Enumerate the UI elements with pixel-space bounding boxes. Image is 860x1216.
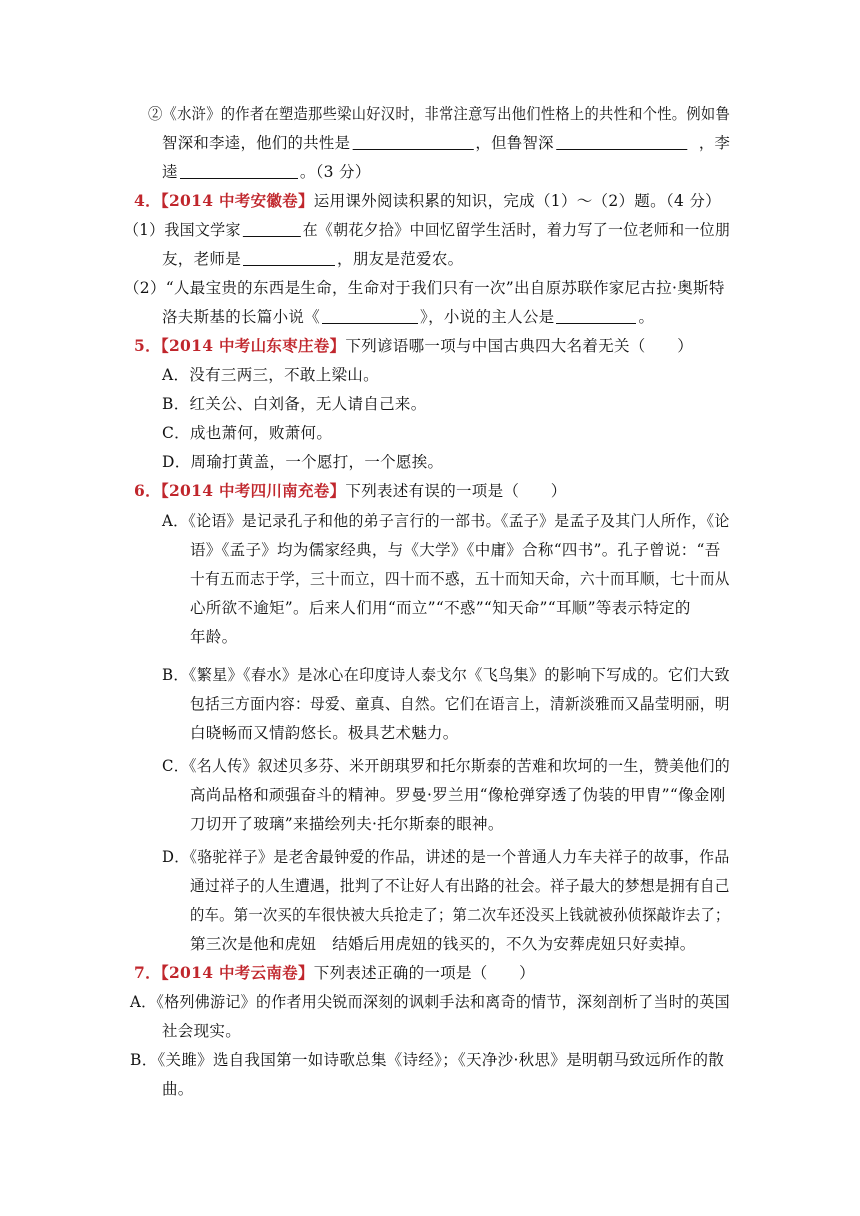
- answer-blank[interactable]: [556, 308, 636, 324]
- q3-text: ②《水浒》的作者在塑造那些梁山好汉时，非常注意写出他们性格上的共性和个性。例如鲁: [148, 105, 731, 123]
- q3-text: 智深和李逵，他们的共性是: [162, 134, 351, 152]
- q3-text: 。（3 分）: [299, 163, 371, 181]
- q7-option-b-line2: 曲。: [162, 1080, 194, 1098]
- q7-header: [134, 963, 535, 983]
- q3-text: ，但鲁智深: [475, 134, 554, 152]
- q4-text: （1）我国文学家: [124, 221, 241, 239]
- q6-header: [134, 481, 567, 501]
- question-stem: 运用课外阅读积累的知识，完成（1）～（2）题。（4 分）: [313, 192, 721, 210]
- q6-option-a-line4: 心所欲不逾矩”。后来人们用“而立”“不惑”“知天命”“耳顺”等表示特定的: [190, 599, 691, 617]
- source-tag: 【2014 中考山东枣庄卷】: [160, 336, 346, 355]
- q5-option-c[interactable]: C．成也萧何，败萧何。: [162, 424, 333, 442]
- answer-blank[interactable]: [322, 308, 418, 324]
- q4-header: [134, 191, 721, 211]
- question-number: 7．: [134, 963, 161, 982]
- source-tag: 【2014 中考安徽卷】: [160, 191, 314, 210]
- q4-part1-line1: [124, 220, 730, 240]
- q4-text: 在《朝花夕拾》中回忆留学生活时，着力写了一位老师和一位朋: [302, 221, 731, 239]
- q7-option-b-line1[interactable]: B．《关雎》选自我国第一如诗歌总集《诗经》；《天净沙·秋思》是明朝马致远所作的散: [130, 1051, 725, 1069]
- q3-line-2: [162, 133, 730, 153]
- q4-text: ，朋友是范爱农。: [337, 250, 464, 268]
- q4-text: 友，老师是: [162, 250, 242, 268]
- q3-line-1: [148, 104, 730, 124]
- q6-option-b-line3: 白晓畅而又情韵悠长。极具艺术魅力。: [190, 724, 459, 742]
- q6-option-b-line2: 包括三方面内容：母爱、童真、自然。它们在语言上，清新淡雅而又晶莹明丽，明: [190, 695, 730, 713]
- q3-text: 逵: [162, 163, 178, 181]
- source-tag: 【2014 中考四川南充卷】: [160, 481, 346, 500]
- question-stem: 下列表述有误的一项是（ ）: [345, 482, 567, 500]
- q6-option-c-line2: 高尚品格和顽强奋斗的精神。罗曼·罗兰用“像枪弹穿透了伪装的甲胄”“像金刚: [190, 786, 726, 804]
- q6-option-a-line1[interactable]: A．《论语》是记录孔子和他的弟子言行的一部书。《孟子》是孟子及其门人所作，《论: [162, 512, 730, 530]
- q5-option-b[interactable]: B．红关公、白刘备，无人请自己来。: [162, 395, 427, 413]
- answer-blank[interactable]: [352, 134, 473, 150]
- source-tag: 【2014 中考云南卷】: [160, 963, 314, 982]
- q7-option-a-line2: 社会现实。: [162, 1022, 242, 1040]
- q6-option-a-line3: 十有五而志于学，三十而立，四十而不惑，五十而知天命，六十而耳顺，七十而从: [190, 570, 730, 588]
- answer-blank[interactable]: [556, 134, 687, 150]
- q4-text: 。: [638, 308, 655, 326]
- answer-blank[interactable]: [180, 163, 298, 179]
- q5-header: [134, 336, 693, 356]
- q6-option-d-line2: 通过祥子的人生遭遇，批判了不让好人有出路的社会。祥子最大的梦想是拥有自己: [190, 877, 730, 895]
- q6-option-c-line1[interactable]: C．《名人传》叙述贝多芬、米开朗琪罗和托尔斯泰的苦难和坎坷的一生，赞美他们的: [162, 757, 730, 775]
- question-number: 4．: [134, 191, 161, 210]
- q6-option-d-line3: 的车。第一次买的车很快被大兵抢走了；第二次车还没买上钱就被孙侦探敲诈去了；: [190, 906, 730, 924]
- q3-line-3: [162, 162, 371, 182]
- q6-option-a-line5: 年龄。: [190, 628, 238, 646]
- answer-blank[interactable]: [243, 250, 335, 266]
- q6-option-b-line1[interactable]: B．《繁星》《春水》是冰心在印度诗人泰戈尔《飞鸟集》的影响下写成的。它们大致: [162, 666, 730, 684]
- q4-part1-line2: [162, 249, 463, 269]
- q6-option-d-line1[interactable]: D．《骆驼祥子》是老舍最钟爱的作品，讲述的是一个普通人力车夫祥子的故事，作品: [162, 848, 730, 866]
- q6-option-a-line2: 语》《孟子》均为儒家经典，与《大学》《中庸》合称“四书”。孔子曾说：“吾: [190, 541, 721, 559]
- q4-part2-line1: [124, 278, 725, 298]
- question-number: 5．: [134, 336, 161, 355]
- q5-option-d[interactable]: D．周瑜打黄盖，一个愿打，一个愿挨。: [162, 453, 444, 471]
- q6-option-d-line4: 第三次是他和虎妞 结婚后用虎妞的钱买的，不久为安葬虎妞只好卖掉。: [190, 935, 696, 953]
- q7-option-a-line1[interactable]: A．《格列佛游记》的作者用尖锐而深刻的讽刺手法和离奇的情节，深刻剖析了当时的英国: [130, 993, 730, 1011]
- answer-blank[interactable]: [243, 221, 301, 237]
- question-stem: 下列表述正确的一项是（ ）: [313, 964, 535, 982]
- q5-option-a[interactable]: A．没有三两三，不敢上梁山。: [162, 366, 379, 384]
- question-number: 6．: [134, 481, 161, 500]
- q4-text: 》，小说的主人公是: [420, 308, 555, 326]
- q3-text: ，李: [698, 134, 731, 152]
- question-stem: 下列谚语哪一项与中国古典四大名着无关（ ）: [345, 337, 693, 355]
- q4-text: （2）“人最宝贵的东西是生命，生命对于我们只有一次”出自原苏联作家尼古拉·奥斯特: [124, 279, 725, 297]
- q4-part2-line2: [162, 307, 654, 327]
- q6-option-c-line3: 刀切开了玻璃”来描绘列夫·托尔斯泰的眼神。: [190, 815, 504, 833]
- q4-text: 洛夫斯基的长篇小说《: [162, 308, 321, 326]
